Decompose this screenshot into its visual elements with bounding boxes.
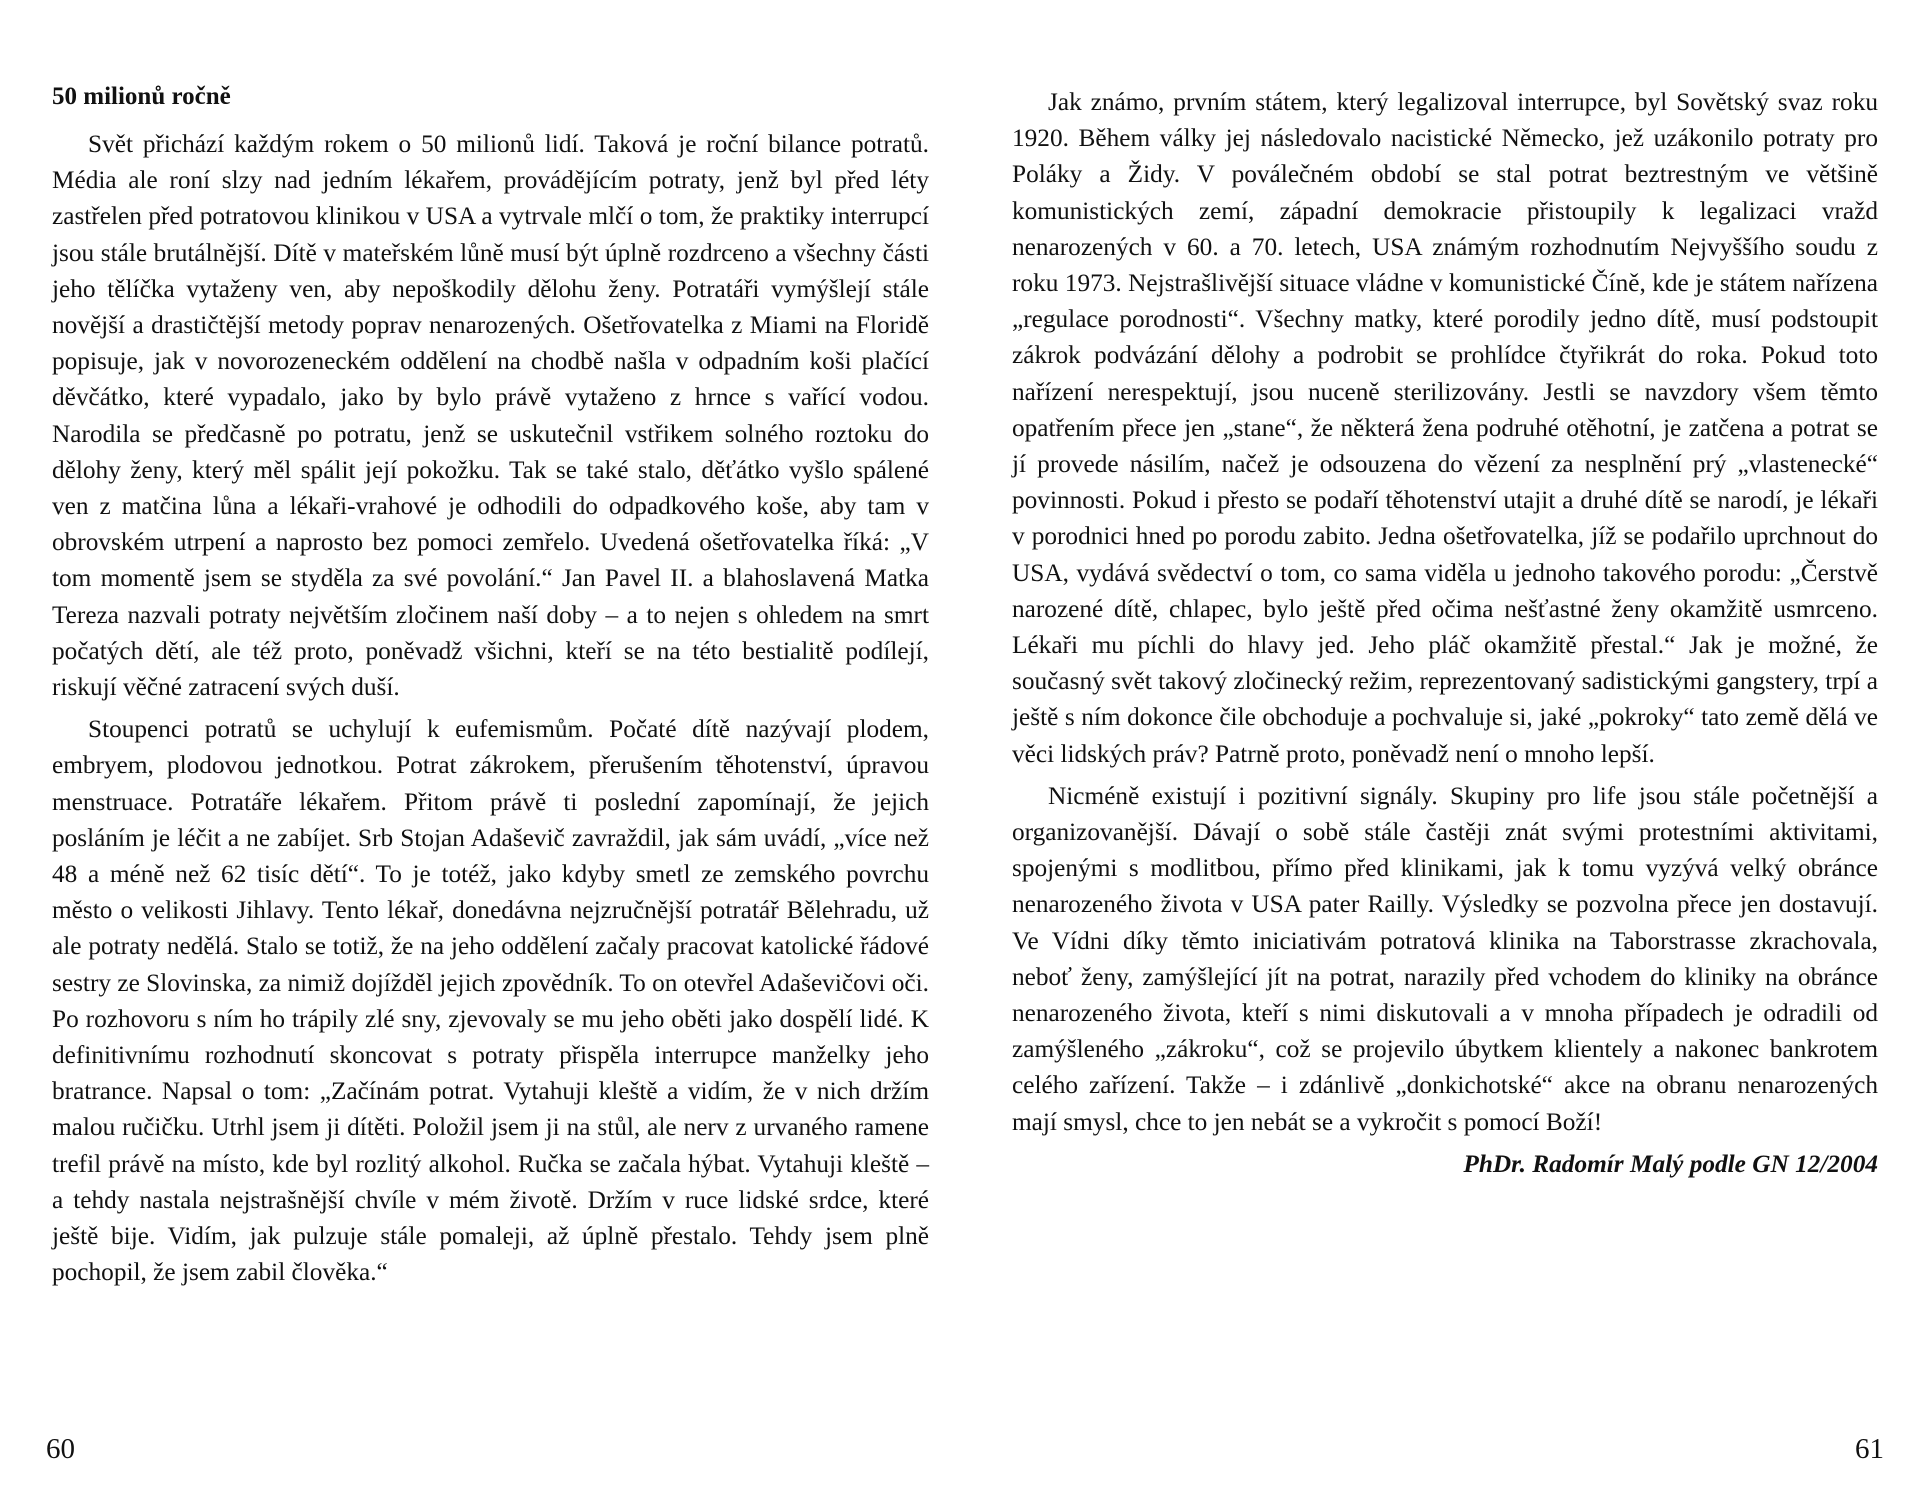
page-number-left: 60: [46, 1433, 75, 1465]
left-paragraph-1: Svět přichází každým rokem o 50 milionů lidí. Taková je roční bilance potratů. Média ale roní slzy nad jedním lékařem, provádějícím potraty, jenž byl před léty zastřelen před potratovou klinikou v USA a vytrvale mlčí o tom, že praktiky interrupcí jsou stále brutálnější. Dítě v mateřském lůně musí být úplně rozdrceno a všechny části jeho tělíčka vytaženy ven, aby nepoškodily dělohu ženy. Potratáři vymýšlejí stále novější a drastičtější metody poprav nenarozených. Ošetřovatelka z Miami na Floridě popisuje, jak v novorozeneckém oddělení na chodbě našla v odpadním koši plačící děvčátko, které vypadalo, jako by bylo právě vytaženo z hrnce s vařící vodou. Narodila se předčasně po potratu, jenž se uskutečnil vstřikem solného roztoku do dělohy ženy, který měl spálit její pokožku. Tak se také stalo, děťátko vyšlo spálené ven z matčina lůna a lékaři-vrahové je odhodili do odpadkového koše, aby tam v obrovském utrpení a naprosto bez pomoci zemřelo. Uvedená ošetřovatelka říká: „V tom momentě jsem se styděla za své povolání.“ Jan Pavel II. a blahoslavená Matka Tereza nazvali potraty největším zločinem naší doby – a to nejen s ohledem na smrt počatých dětí, ale též proto, poněvadž všichni, kteří se na této bestialitě podílejí, riskují věčné zatracení svých duší.: [52, 130, 929, 702]
left-column: [52, 82, 929, 1297]
right-column: [1012, 84, 1878, 1182]
left-paragraph-2: Stoupenci potratů se uchylují k eufemismům. Počaté dítě nazývají plodem, embryem, plodovou jednotkou. Potrat zákrokem, přerušením těhotenství, úpravou menstruace. Potratáře lékařem. Přitom právě ti poslední zapomínají, že jejich posláním je léčit a ne zabíjet. Srb Stojan Adaševič zavraždil, jak sám uvádí, „více než 48 a méně než 62 tisíc dětí“. To je totéž, jako kdyby smetl ze zemského povrchu město o velikosti Jihlavy. Tento lékař, donedávna nejzručnější potratář Bělehradu, už ale potraty nedělá. Stalo se totiž, že na jeho oddělení začaly pracovat katolické řádové sestry ze Slovinska, za nimiž dojížděl jejich zpovědník. To on otevřel Adaševičovi oči. Po rozhovoru s ním ho trápily zlé sny, zjevovaly se mu jeho oběti jako dospělí lidé. K definitivnímu rozhodnutí skoncovat s potraty přispěla interrupce manželky jeho bratrance. Napsal o tom: „Začínám potrat. Vytahuji kleště a vidím, že v nich držím malou ručičku. Utrhl jsem ji dítěti. Položil jsem ji na stůl, ale nerv z urvaného ramene trefil právě na místo, kde byl rozlitý alkohol. Ručka se začala hýbat. Vytahuji kleště – a tehdy nastala nejstrašnější chvíle v mém životě. Držím v ruce lidské srdce, které ještě bije. Vidím, jak pulzuje stále pomaleji, až úplně přestalo. Tehdy jsem plně pochopil, že jsem zabil člověka.“: [52, 715, 929, 1287]
article-heading: 50 milionů ročně: [52, 83, 231, 110]
left-page: [46, 0, 929, 1500]
author-signature: PhDr. Radomír Malý podle GN 12/2004: [1463, 1149, 1878, 1178]
right-page: [1012, 0, 1884, 1500]
right-paragraph-2: Nicméně existují i pozitivní signály. Skupiny pro life jsou stále početnější a organizovanější. Dávají o sobě stále častěji znát svými protestními aktivitami, spojenými s modlitbou, přímo před klinikami, jak k tomu vyzývá velký obránce nenarozeného života v USA pater Railly. Výsledky se pozvolna přece jen dostavují. Ve Vídni díky těmto iniciativám potratová klinika na Taborstrasse zkrachovala, neboť ženy, zamýšlející jít na potrat, narazily před vchodem do kliniky na obránce nenarozeného života, kteří s nimi diskutovali a v mnoha případech je odradili od zamýšleného „zákroku“, což se projevilo úbytkem klientely a nakonec bankrotem celého zařízení. Takže – i zdánlivě „donkichotské“ akce na obranu nenarozených mají smysl, chce to jen nebát se a vykročit s pomocí Boží!: [1012, 781, 1878, 1136]
page-number-right: 61: [1855, 1433, 1884, 1465]
right-paragraph-1: Jak známo, prvním státem, který legalizoval interrupce, byl Sovětský svaz roku 1920. Během války jej následovalo nacistické Německo, jež uzákonilo potraty pro Poláky a Židy. V poválečném období se stal potrat beztrestným ve většině komunistických zemí, západní demokracie přistoupily k legalizaci vražd nenarozených v 60. a 70. letech, USA známým rozhodnutím Nejvyššího soudu z roku 1973. Nejstrašlivější situace vládne v komunistické Číně, kde je státem nařízena „regulace porodnosti“. Všechny matky, které porodily jedno dítě, musí podstoupit zákrok podvázání dělohy a podrobit se prohlídce čtyřikrát do roka. Pokud toto nařízení nerespektují, jsou nuceně sterilizovány. Jestli se navzdory všem těmto opatřením přece jen „stane“, že některá žena podruhé otěhotní, je zatčena a potrat se jí provede násilím, načež je odsouzena do vězení za nesplnění prý „vlastenecké“ povinnosti. Pokud i přesto se podaří těhotenství utajit a druhé dítě se narodí, je lékaři v porodnici hned po porodu zabito. Jedna ošetřovatelka, jíž se podařilo uprchnout do USA, vydává svědectví o tom, co sama viděla u jednoho takového porodu: „Čerstvě narozené dítě, chlapec, bylo ještě před očima nešťastné ženy okamžitě usmrceno. Lékaři mu píchli do hlavy jed. Jeho pláč okamžitě přestal.“ Jak je možné, že současný svět takový zločinecký režim, reprezentovaný sadistickými gangstery, trpí a ještě s ním dokonce čile obchoduje a pochvaluje si, jaké „pokroky“ tato země dělá ve věci lidských práv? Patrně proto, poněvadž není o mnoho lepší.: [1012, 88, 1878, 768]
